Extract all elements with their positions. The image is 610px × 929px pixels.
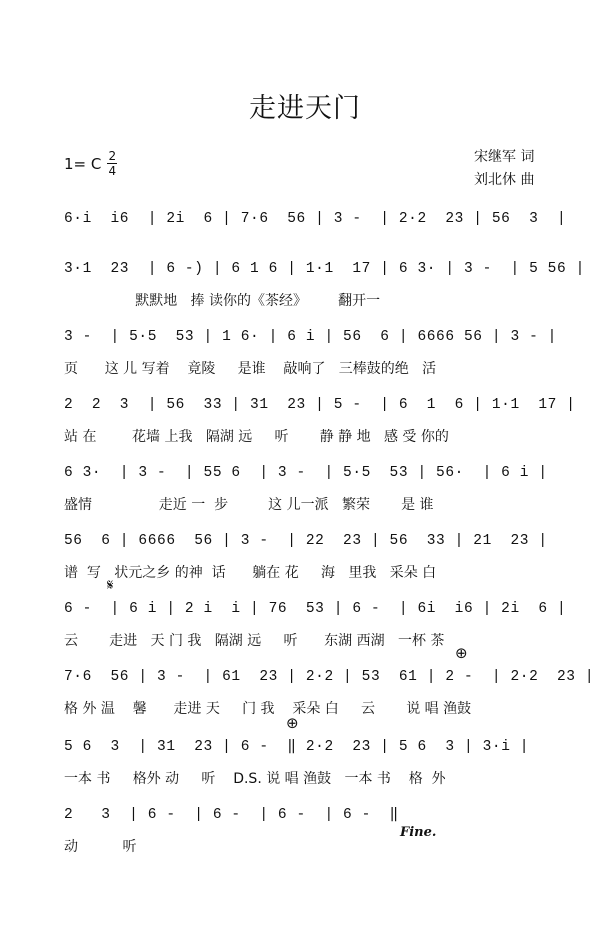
key-signature xyxy=(64,150,117,177)
coda-icon: ⊕ xyxy=(286,714,299,732)
coda-icon: ⊕ xyxy=(455,644,468,662)
notation: 2 3 | 6 - | 6 - | 6 - | 6 - ‖ xyxy=(64,807,399,823)
lyrics: 默默地 捧 读你的《茶经》 翻开一 xyxy=(64,293,381,309)
notation: 5 6 3 | 31 23 | 6 - ‖ 2·2 23 | 5 6 3 | 3·i | xyxy=(64,739,530,755)
score-line-10 xyxy=(64,801,544,881)
segno-icon: 𝄋 xyxy=(107,576,114,594)
notation: 7·6 56 | 3 - | 61 23 | 2·2 | 53 61 | 2 - | 2·2 23 | xyxy=(64,669,595,685)
notation: 56 6 | 6666 56 | 3 - | 22 23 | 56 33 | 21 23 | xyxy=(64,533,548,549)
notation: 6 3· | 3 - | 55 6 | 3 - | 5·5 53 | 56· | 6 i | xyxy=(64,465,548,481)
key-label: 1= C xyxy=(64,154,102,173)
fine-marker: Fine. xyxy=(400,825,437,840)
time-signature xyxy=(107,150,117,177)
lyrics: 格 外 温 馨 走进 天 门 我 采朵 白 云 说 唱 渔鼓 xyxy=(64,701,472,717)
notation: 6 - | 6 i | 2 i i | 76 53 | 6 - | 6i i6 | 2i 6 | xyxy=(64,601,567,617)
lyrics: 页 这 儿 写着 竟陵 是谁 敲响了 三棒鼓的绝 活 xyxy=(64,361,437,377)
lyrics: 谱 写 状元之乡 的神 话 躺在 花 海 里我 采朵 白 xyxy=(64,565,437,581)
lyrics: 站 在 花墙 上我 隔湖 远 听 静 静 地 感 受 你的 xyxy=(64,429,449,445)
lyrics: 云 走进 天 门 我 隔湖 远 听 东湖 西湖 一杯 茶 xyxy=(64,633,445,649)
time-signature-top: 2 xyxy=(108,149,117,163)
notation: 3·1 23 | 6 -) | 6 1 6 | 1·1 17 | 6 3· | 3 - | 5 56 | xyxy=(64,261,585,277)
notation: 3 - | 5·5 53 | 1 6· | 6 i | 56 6 | 6666 56 | 3 - | xyxy=(64,329,557,345)
notation: 6·i i6 | 2i 6 | 7·6 56 | 3 - | 2·2 23 | 56 3 | xyxy=(64,211,567,227)
notation: 2 2 3 | 56 33 | 31 23 | 5 - | 6 1 6 | 1·1 17 | xyxy=(64,397,576,413)
song-title: 走进天门 xyxy=(249,93,361,124)
lyrics: 一本 书 格外 动 听 D.S. 说 唱 渔鼓 一本 书 格 外 xyxy=(64,771,446,787)
score-line-8 xyxy=(64,663,595,743)
lyricist-credit: 宋继军 词 xyxy=(474,149,535,165)
lyrics: 盛情 走近 一 步 这 儿一派 繁荣 是 谁 xyxy=(64,497,434,513)
lyrics: 动 听 xyxy=(64,839,137,855)
composer-credit: 刘北休 曲 xyxy=(474,172,535,188)
time-signature-bottom: 4 xyxy=(108,164,117,178)
